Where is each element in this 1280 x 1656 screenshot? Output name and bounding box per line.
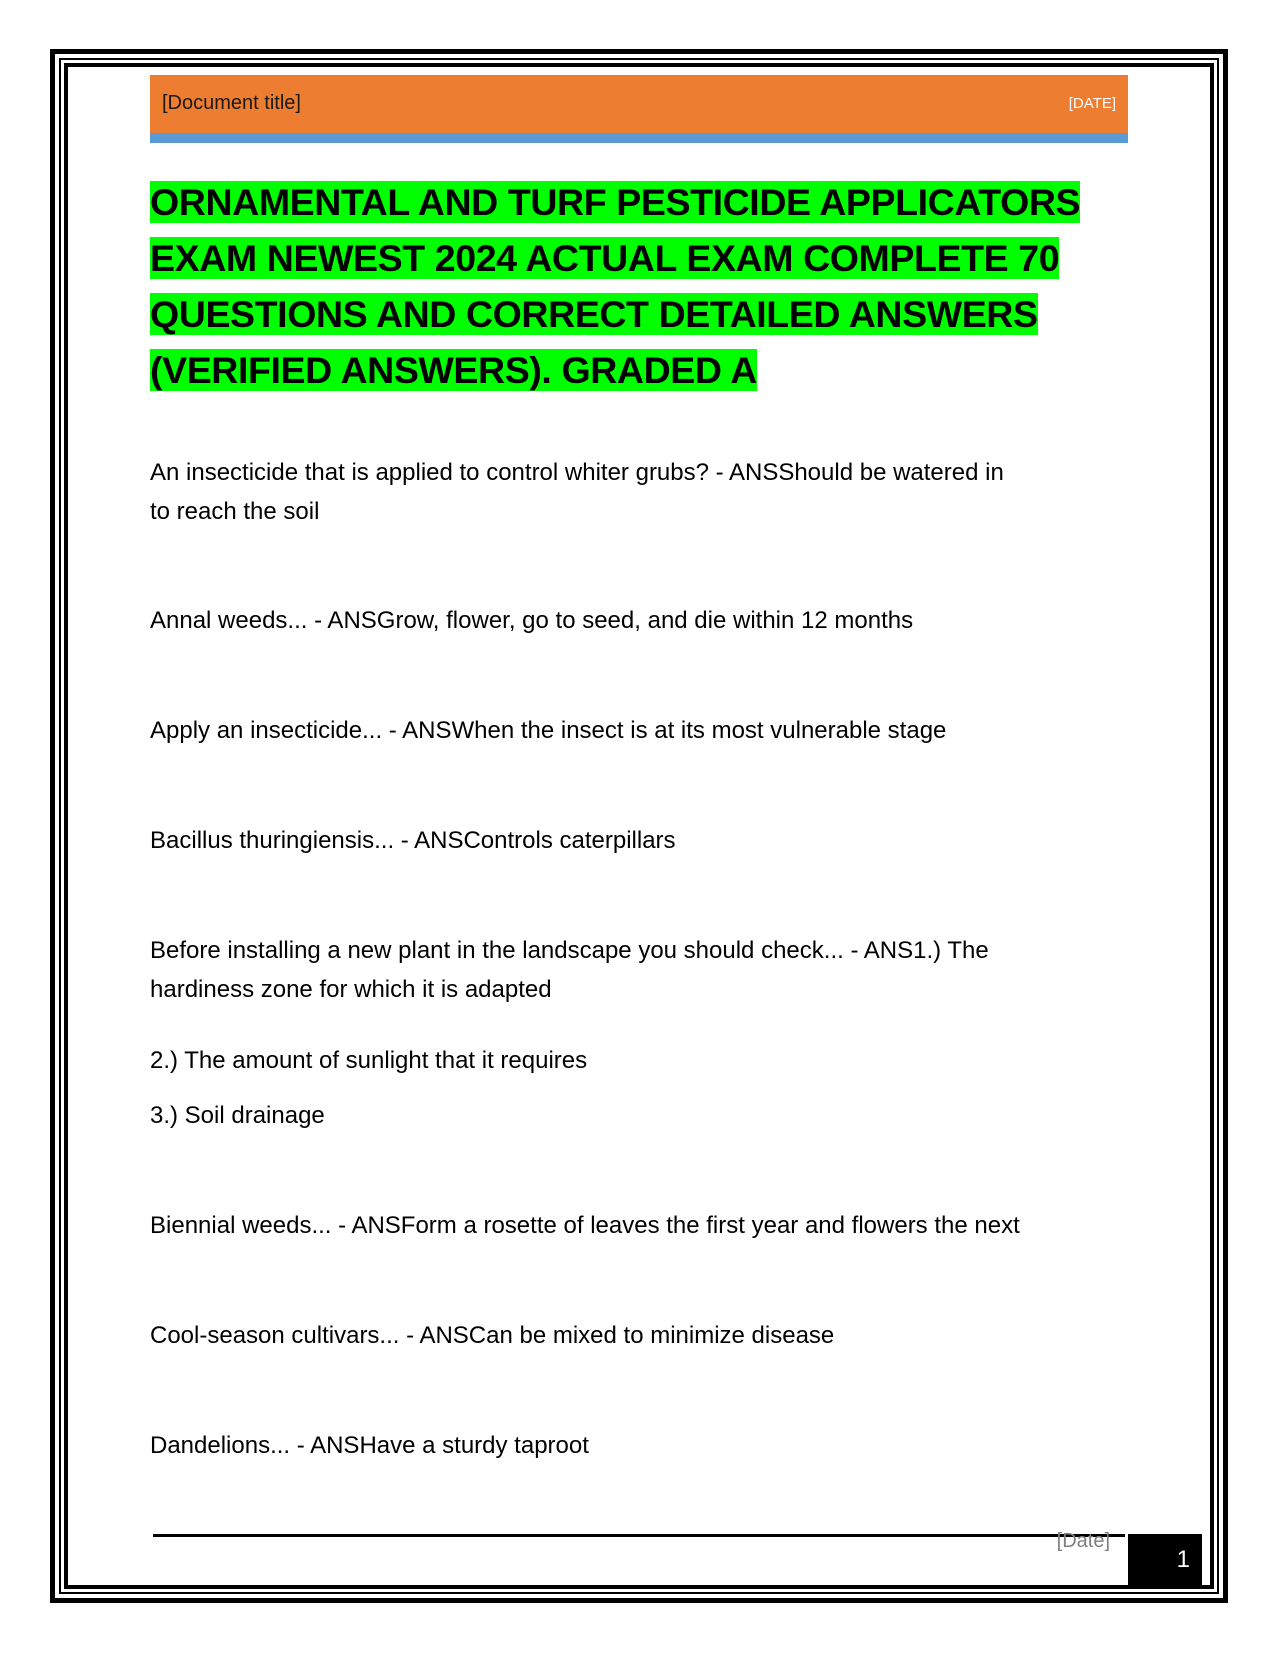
qa-item — [150, 601, 1125, 640]
qa-line: Before installing a new plant in the landscape you should check... - ANS1.) The — [150, 937, 989, 964]
qa-item-continued — [150, 1096, 1125, 1135]
qa-item — [150, 1426, 1125, 1465]
qa-line: 3.) Soil drainage — [150, 1102, 325, 1129]
header-document-title[interactable]: [Document title] — [162, 92, 301, 114]
qa-line: Biennial weeds... - ANSForm a rosette of leaves the first year and flowers the next — [150, 1212, 1020, 1239]
header-band — [150, 75, 1128, 143]
qa-line: 2.) The amount of sunlight that it requires — [150, 1047, 588, 1074]
qa-item — [150, 453, 1125, 531]
qa-line: hardiness zone for which it is adapted — [150, 976, 552, 1003]
qa-item-continued — [150, 1041, 1125, 1080]
qa-line: An insecticide that is applied to control whiter grubs? - ANSShould be watered in — [150, 459, 1004, 486]
qa-line: to reach the soil — [150, 498, 320, 525]
page-number-box — [1128, 1534, 1202, 1586]
header-date[interactable]: [DATE] — [1068, 95, 1116, 112]
qa-line: Annal weeds... - ANSGrow, flower, go to seed, and die within 12 months — [150, 607, 914, 634]
qa-line: Bacillus thuringiensis... - ANSControls caterpillars — [150, 827, 676, 854]
qa-line: Dandelions... - ANSHave a sturdy taproot — [150, 1432, 589, 1459]
footer-date[interactable]: [Date] — [1056, 1530, 1110, 1552]
qa-item — [150, 1316, 1125, 1355]
document-title — [150, 174, 1110, 398]
footer-rule — [153, 1534, 1125, 1537]
qa-line: Cool-season cultivars... - ANSCan be mixed to minimize disease — [150, 1322, 835, 1349]
qa-item — [150, 711, 1125, 750]
page-number: 1 — [1176, 1546, 1190, 1573]
document-title-text: ORNAMENTAL AND TURF PESTICIDE APPLICATORS EXAM NEWEST 2024 ACTUAL EXAM COMPLETE 70 QUESTIONS AND CORRECT DETAILED ANSWERS (VERIFIED ANSWERS). GRADED A — [150, 181, 1081, 391]
qa-item — [150, 931, 1125, 1009]
qa-item — [150, 821, 1125, 860]
qa-line: Apply an insecticide... - ANSWhen the insect is at its most vulnerable stage — [150, 717, 947, 744]
qa-item — [150, 1206, 1125, 1245]
